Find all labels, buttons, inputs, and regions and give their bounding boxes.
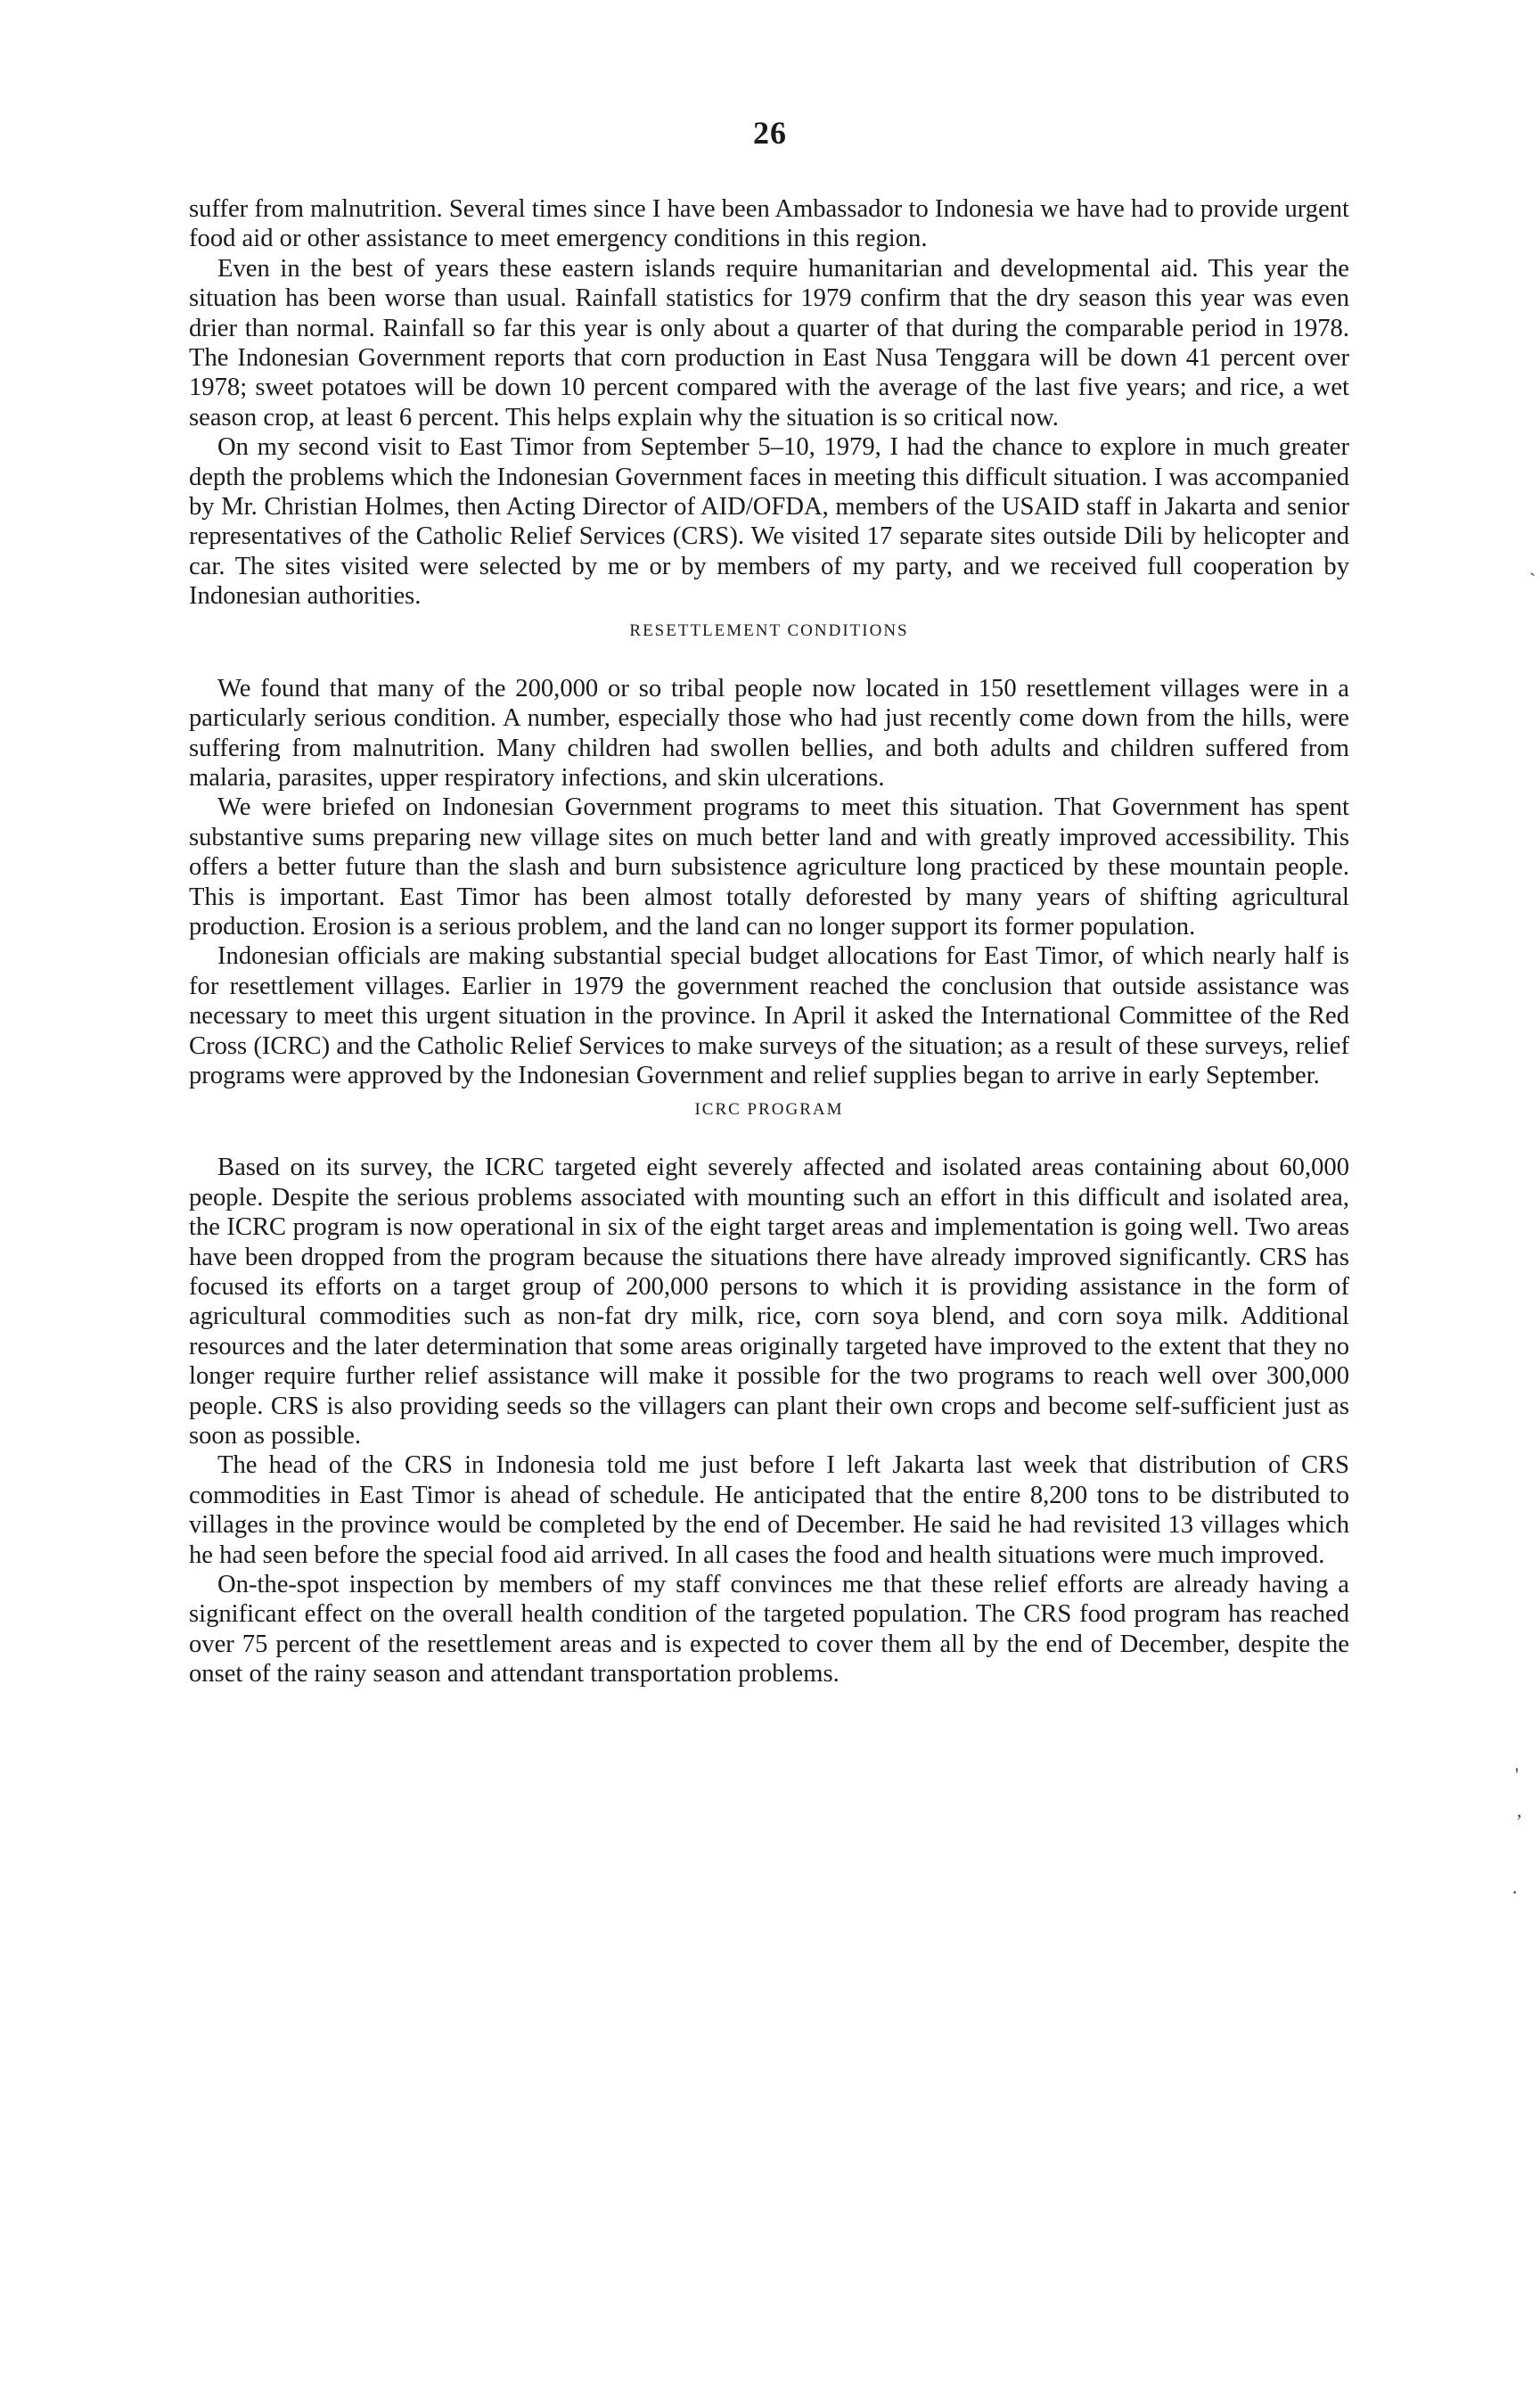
page-number: 26: [753, 115, 787, 151]
scan-speck-mark: ': [1515, 1763, 1519, 1786]
heading-resettlement-conditions: RESETTLEMENT CONDITIONS: [629, 620, 909, 640]
paragraph-government-programs: We were briefed on Indonesian Government programs to meet this situation. That Government has spent substantive sums preparing new village sites on much better land and with greatly improved accessibility. This offers a better future than the slash and burn subsistence agriculture long practiced by these mountain people. This is important. East Timor has been almost totally deforested by many years of shifting agricultural production. Erosion is a serious problem, and the land can no longer support its former population.: [189, 793, 1349, 941]
text-column: [189, 194, 1349, 1689]
paragraph-inspection: On-the-spot inspection by members of my staff convinces me that these relief efforts are already having a significant effect on the overall health condition of the targeted population. The CRS food program has reached over 75 percent of the resettlement areas and is expected to cover them all by the end of December, despite the onset of the rainy season and attendant transportation problems.: [189, 1571, 1349, 1688]
paragraph-second-visit: On my second visit to East Timor from September 5–10, 1979, I had the chance to explore in much greater depth the problems which the Indonesian Government faces in meeting this difficult situation. I was accompanied by Mr. Christian Holmes, then Acting Director of AID/OFDA, members of the USAID staff in Jakarta and senior representatives of the Catholic Relief Services (CRS). We visited 17 separate sites outside Dili by helicopter and car. The sites visited were selected by me or by members of my party, and we received full cooperation by Indonesian authorities.: [189, 433, 1349, 611]
scan-speck-mark: ,: [1517, 1799, 1522, 1821]
paragraph-icrc-survey: Based on its survey, the ICRC targeted eight severely affected and isolated areas containing about 60,000 people. Despite the serious problems associated with mounting such an effort in this difficult and isolated area, the ICRC program is now operational in six of the eight target areas and implementation is going well. Two areas have been dropped from the program because the situations there have already improved significantly. CRS has focused its efforts on a target group of 200,000 persons to which it is providing assistance in the form of agricultural commodities such as non-fat dry milk, rice, corn soya blend, and corn soya milk. Additional resources and the later determination that some areas originally targeted have improved to the extent that they no longer require further relief assistance will make it possible for the two programs to reach well over 300,000 people. CRS is also providing seeds so the villagers can plant their own crops and become self-sufficient just as soon as possible.: [189, 1154, 1349, 1450]
paragraph-tribal-people: We found that many of the 200,000 or so tribal people now located in 150 resettlement villages were in a particularly serious condition. A number, especially those who had just recently come down from the hills, were suffering from malnutrition. Many children had swollen bellies, and both adults and children suffered from malaria, parasites, upper respiratory infections, and skin ulcerations.: [189, 674, 1349, 792]
scan-speck-mark: `: [1529, 569, 1536, 591]
paragraph-malnutrition-intro: suffer from malnutrition. Several times since I have been Ambassador to Indonesia we have had to provide urgent food aid or other assistance to meet emergency conditions in this region.: [189, 195, 1349, 253]
heading-icrc-program: ICRC PROGRAM: [694, 1100, 844, 1120]
scan-speck-mark: ·: [1511, 1881, 1519, 1903]
paragraph-crs-head: The head of the CRS in Indonesia told me just before I left Jakarta last week that distribution of CRS commodities in East Timor is ahead of schedule. He anticipated that the entire 8,200 tons to be distributed to villages in the province would be completed by the end of December. He said he had revisited 13 villages which he had seen before the special food aid arrived. In all cases the food and health situations were much improved.: [189, 1451, 1349, 1569]
paragraph-rainfall: Even in the best of years these eastern islands require humanitarian and developmental aid. This year the situation has been worse than usual. Rainfall statistics for 1979 confirm that the dry season this year was even drier than normal. Rainfall so far this year is only about a quarter of that during the comparable period in 1978. The Indonesian Government reports that corn production in East Nusa Tenggara will be down 41 percent over 1978; sweet potatoes will be down 10 percent compared with the average of the last five years; and rice, a wet season crop, at least 6 percent. This helps explain why the situation is so critical now.: [189, 254, 1349, 431]
paragraph-budget-allocations: Indonesian officials are making substantial special budget allocations for East Timor, of which nearly half is for resettlement villages. Earlier in 1979 the government reached the conclusion that outside assistance was necessary to meet this urgent situation in the province. In April it asked the International Committee of the Red Cross (ICRC) and the Catholic Relief Services to make surveys of the situation; as a result of these surveys, relief programs were approved by the Indonesian Government and relief supplies began to arrive in early September.: [189, 942, 1349, 1089]
